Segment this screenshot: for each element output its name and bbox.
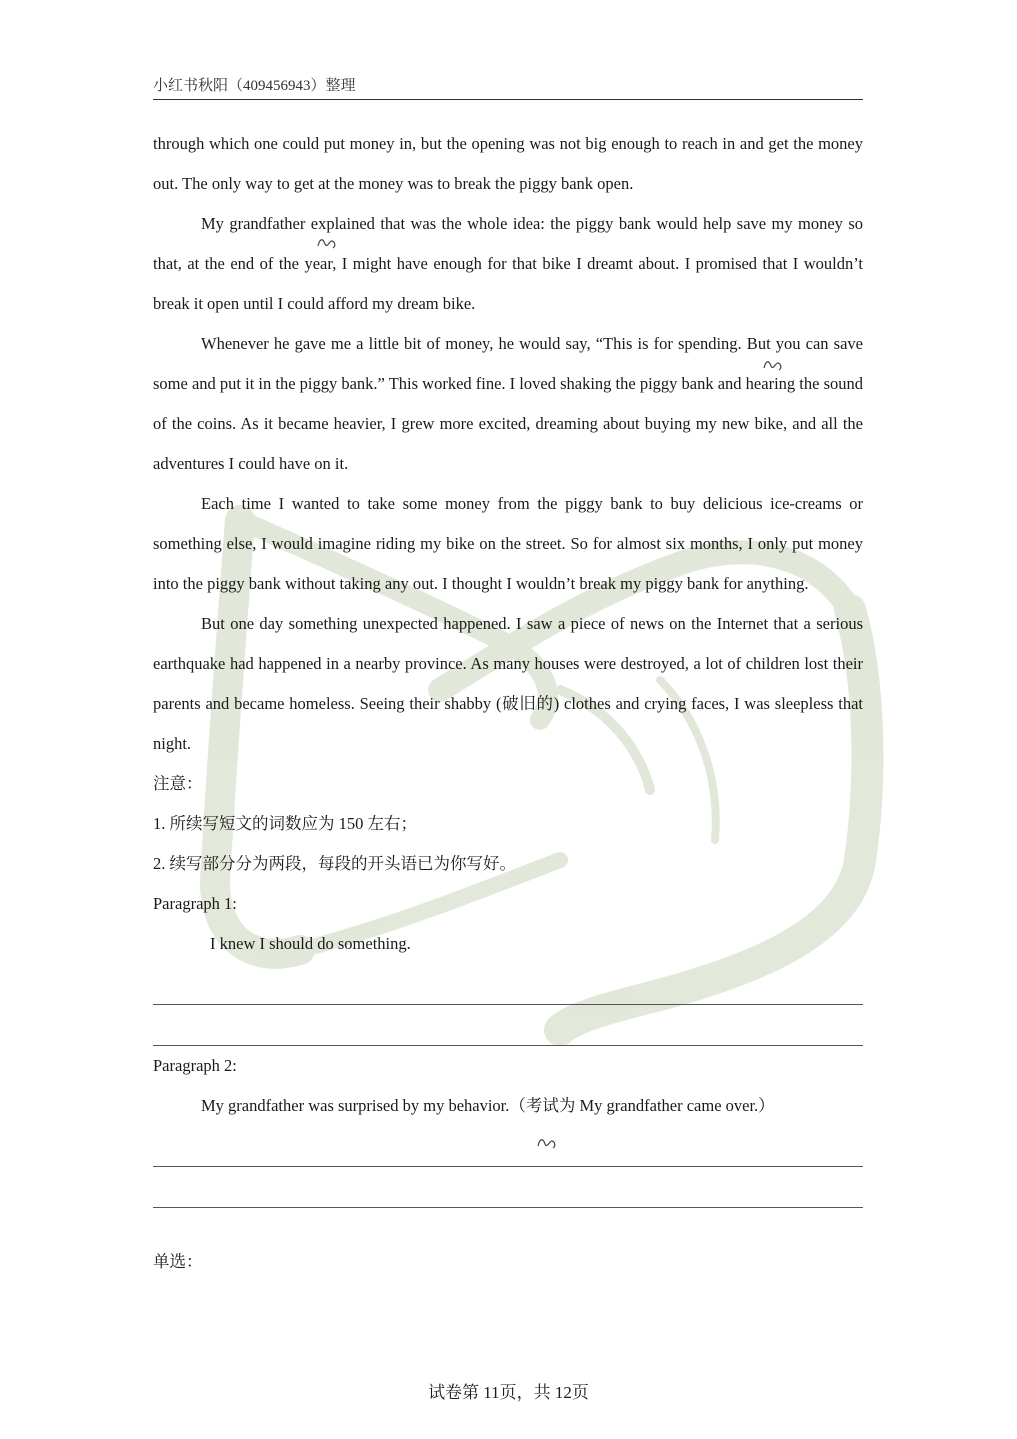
passage-content (153, 124, 863, 1282)
note-item: 2. 续写部分分为两段，每段的开头语已为你写好。 (153, 854, 516, 873)
answer-line[interactable] (153, 1167, 863, 1208)
answer-line[interactable] (153, 964, 863, 1005)
passage-paragraph: But one day something unexpected happened. I saw a piece of news on the Internet that a serious earthquake had happened in a nearby province. As many houses were destroyed, a lot of children lost their parents and became homeless. Seeing their shabby (破旧的) clothes and crying faces, I was sleepless that night. (153, 614, 863, 753)
paragraph-2-label: Paragraph 2: (153, 1056, 237, 1075)
note-item: 1. 所续写短文的词数应为 150 左右； (153, 814, 417, 833)
paragraph-2-opening: My grandfather was surprised by my behavior.（考试为 My grandfather came over.） (201, 1096, 775, 1115)
notes-heading: 注意： (153, 774, 203, 793)
answer-line[interactable] (153, 1126, 863, 1167)
answer-line[interactable] (153, 1005, 863, 1046)
passage-continuation: through which one could put money in, but the opening was not big enough to reach in and get the money out. The only way to get at the money was to break the piggy bank open. (153, 134, 863, 193)
paragraph-1-label: Paragraph 1: (153, 894, 237, 913)
page-header: 小红书秋阳（409456943）整理 (153, 74, 863, 100)
page-footer: 试卷第 11页，共 12页 (428, 1383, 589, 1402)
passage-paragraph: My grandfather explained that was the whole idea: the piggy bank would help save my money so that, at the end of the year, I might have enough for that bike I dreamt about. I promised that I wouldn’t break it open until I could afford my dream bike. (153, 214, 863, 313)
passage-paragraph: Whenever he gave me a little bit of money, he would say, “This is for spending. But you can save some and put it in the piggy bank.” This worked fine. I loved shaking the piggy bank and hearing the sound of the coins. As it became heavier, I grew more excited, dreaming about buying my new bike, and all the adventures I could have on it. (153, 334, 863, 473)
section-label-single-choice: 单选： (153, 1252, 203, 1271)
passage-paragraph: Each time I wanted to take some money from the piggy bank to buy delicious ice-creams or something else, I would imagine riding my bike on the street. So for almost six months, I only put money into the piggy bank without taking any out. I thought I wouldn’t break my piggy bank for anything. (153, 494, 863, 593)
paragraph-1-opening: I knew I should do something. (210, 934, 411, 953)
